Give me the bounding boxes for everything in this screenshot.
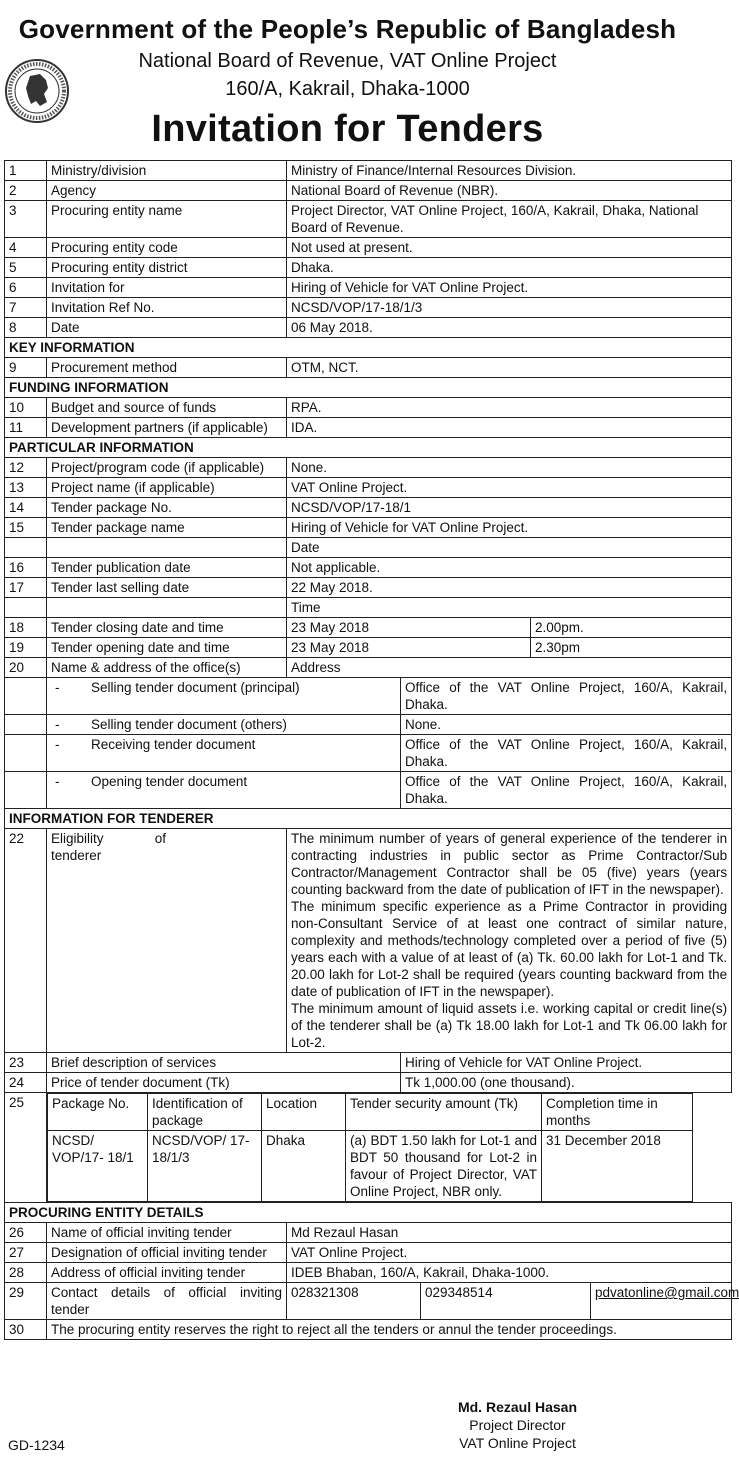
page-title: Invitation for Tenders	[151, 108, 544, 150]
table-row: 11 Development partners (if applicable) IDA.	[5, 418, 732, 438]
office-row: - Opening tender document Office of the VAT Online Project, 160/A, Kakrail, Dhaka.	[5, 772, 732, 809]
signatory-project: VAT Online Project	[459, 1435, 576, 1451]
signature-block	[458, 1398, 577, 1452]
table-row: 27 Designation of official inviting tender VAT Online Project.	[5, 1243, 732, 1263]
table-row: 9 Procurement method OTM, NCT.	[5, 358, 732, 378]
table-row: 10 Budget and source of funds RPA.	[5, 398, 732, 418]
tender-table-container	[4, 160, 739, 1340]
section-particular-information: PARTICULAR INFORMATION	[5, 438, 732, 458]
package-table: Package No. Identification of package Location Tender security amount (Tk) Completion time in months NCSD/ VOP/17- 18/1 NCSD/VOP/ 17-18/1/3 Dhaka (a) BDT 1.50 lakh for Lot-1 and BDT 50 thousand for Lot-2 in favour of Project Director, VAT Online Project, NBR only. 31 December 2018	[47, 1093, 693, 1202]
table-row: 3 Procuring entity name Project Director, VAT Online Project, 160/A, Kakrail, Dhaka, National Board of Revenue.	[5, 201, 732, 238]
contact-email-link[interactable]: pdvatonline@gmail.com	[591, 1283, 732, 1320]
table-row: 19 Tender opening date and time 23 May 2018 2.30pm	[5, 638, 732, 658]
table-row: 8 Date 06 May 2018.	[5, 318, 732, 338]
table-row: 1 Ministry/division Ministry of Finance/Internal Resources Division.	[5, 161, 732, 181]
office-row: - Selling tender document (principal) Office of the VAT Online Project, 160/A, Kakrail, Dhaka.	[5, 678, 732, 715]
table-row: 5 Procuring entity district Dhaka.	[5, 258, 732, 278]
section-information-for-tenderer: INFORMATION FOR TENDERER	[5, 809, 732, 829]
office-row: - Selling tender document (others) None.	[5, 715, 732, 735]
board-address: 160/A, Kakrail, Dhaka-1000	[225, 78, 470, 100]
table-row: 26 Name of official inviting tender Md Rezaul Hasan	[5, 1223, 732, 1243]
table-row: 4 Procuring entity code Not used at present.	[5, 238, 732, 258]
table-row: 28 Address of official inviting tender IDEB Bhaban, 160/A, Kakrail, Dhaka-1000.	[5, 1263, 732, 1283]
table-row: Date	[5, 538, 732, 558]
table-row: 29 Contact details of official inviting tender 028321308 029348514 pdvatonline@gmail.com	[5, 1283, 732, 1320]
table-row: 18 Tender closing date and time 23 May 2018 2.00pm.	[5, 618, 732, 638]
signatory-name: Md. Rezaul Hasan	[457, 1399, 577, 1415]
eligibility-general: The minimum number of years of general experience of the tenderer in contracting industries in public sector as Prime Contractor/Sub Contractor/Management Contractor shall be 05 (five) years (years counting backward from the date of publication of IFT in the newspaper).	[291, 831, 728, 897]
office-row: - Receiving tender document Office of the VAT Online Project, 160/A, Kakrail, Dhaka.	[5, 735, 732, 772]
table-row: 20 Name & address of the office(s) Address	[5, 658, 732, 678]
table-row: 17 Tender last selling date 22 May 2018.	[5, 578, 732, 598]
signatory-title: Project Director	[469, 1417, 566, 1433]
board-name: National Board of Revenue, VAT Online Project	[138, 50, 557, 72]
table-row: Time	[5, 598, 732, 618]
section-key-information: KEY INFORMATION	[5, 338, 732, 358]
section-procuring-entity-details: PROCURING ENTITY DETAILS	[5, 1203, 732, 1223]
section-funding-information: FUNDING INFORMATION	[5, 378, 732, 398]
table-row: 24 Price of tender document (Tk) Tk 1,000.00 (one thousand).	[5, 1073, 732, 1093]
table-row: 25 Package No. Identification of package Location Tender security amount (Tk) Completion time in months NCSD/ VOP/17- 18/1 NCSD/VOP/ 17-18/1/3 Dhaka (a) BDT 1.50 lakh for Lot-1 and BDT 50 thousand for Lot-2 in favour of Project Director, VAT Online Project, NBR only. 31 December 2018	[5, 1093, 732, 1203]
table-row: 6 Invitation for Hiring of Vehicle for VAT Online Project.	[5, 278, 732, 298]
eligibility-specific: The minimum specific experience as a Prime Contractor in providing non-Consultant Service of at least one contract of similar nature, complexity and methods/technology completed over a period of five (5) years each with a value of at least of (a) Tk. 60.00 lakh for Lot-1 and Tk. 20.00 lakh for Lot-2 shall be required (years counting backward from the date of publication of IFT in the newspaper).	[291, 899, 728, 999]
table-row: 7 Invitation Ref No. NCSD/VOP/17-18/1/3	[5, 298, 732, 318]
table-row: 13 Project name (if applicable) VAT Online Project.	[5, 478, 732, 498]
table-row: 15 Tender package name Hiring of Vehicle for VAT Online Project.	[5, 518, 732, 538]
table-row: 16 Tender publication date Not applicable.	[5, 558, 732, 578]
tender-table	[4, 160, 739, 1340]
eligibility-liquid: The minimum amount of liquid assets i.e. working capital or credit line(s) of the tenderer shall be (a) Tk 18.00 lakh for Lot-1 and Tk 06.00 lakh for Lot-2.	[291, 1001, 728, 1050]
government-seal-icon	[4, 58, 70, 124]
table-row: 30 The procuring entity reserves the right to reject all the tenders or annul the tender proceedings.	[5, 1320, 732, 1340]
advert-code: GD-1234	[8, 1437, 65, 1453]
table-row: 14 Tender package No. NCSD/VOP/17-18/1	[5, 498, 732, 518]
table-row: 2 Agency National Board of Revenue (NBR).	[5, 181, 732, 201]
table-row: 12 Project/program code (if applicable) None.	[5, 458, 732, 478]
government-title: Government of the People’s Republic of Bangladesh	[18, 14, 677, 44]
table-row: 22 Eligibility of tenderer The minimum number of years of general experience of the tenderer in contracting industries in public sector as Prime Contractor/Sub Contractor/Management Contractor shall be 05 (five) years (years counting backward from the date of publication of IFT in the newspaper). The minimum specific experience as a Prime Contractor in providing non-Consultant Service of at least one contract of similar nature, complexity and methods/technology completed over a period of five (5) years each with a value of at least of (a) Tk. 60.00 lakh for Lot-1 and Tk. 20.00 lakh for Lot-2 shall be required (years counting backward from the date of publication of IFT in the newspaper). The minimum amount of liquid assets i.e. working capital or credit line(s) of the tenderer shall be (a) Tk 18.00 lakh for Lot-1 and Tk 06.00 lakh for Lot-2.	[5, 829, 732, 1053]
table-row: 23 Brief description of services Hiring of Vehicle for VAT Online Project.	[5, 1053, 732, 1073]
